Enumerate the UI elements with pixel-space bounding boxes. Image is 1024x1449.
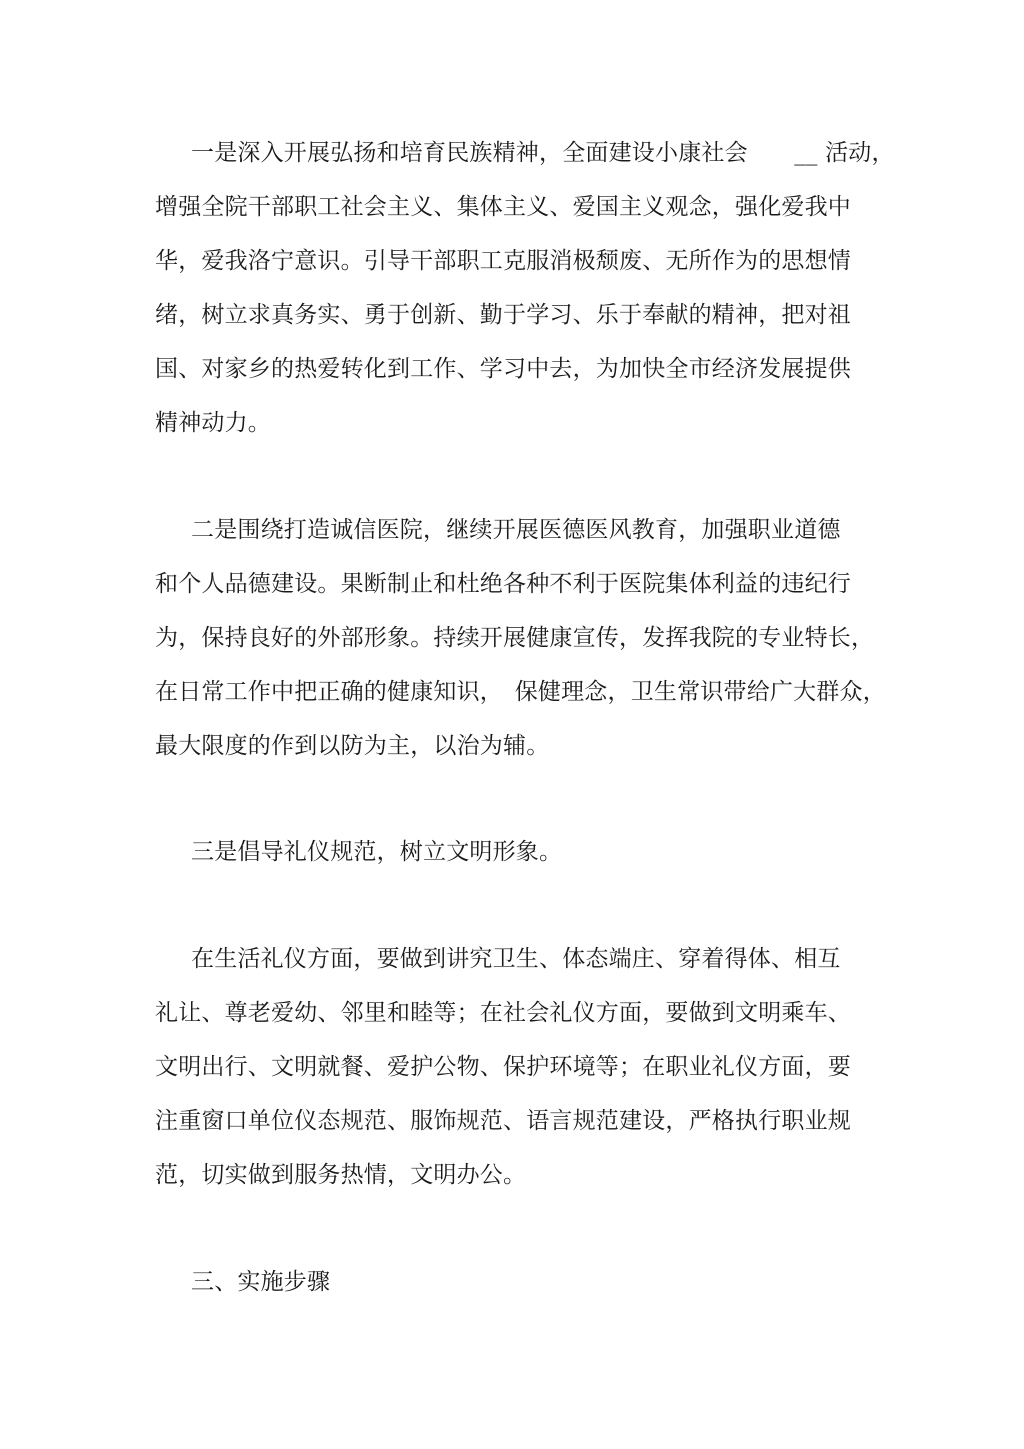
paragraph-line: 礼让、尊老爱幼、邻里和睦等；在社会礼仪方面，要做到文明乘车、 [155,1000,851,1026]
paragraph-line: 文明出行、文明就餐、爱护公物、保护环境等；在职业礼仪方面，要 [155,1054,851,1080]
paragraph-line: 精神动力。 [155,410,271,436]
paragraph-line: 范，切实做到服务热情，文明办公。 [155,1162,527,1188]
paragraph-line: 三是倡导礼仪规范，树立文明形象。 [191,839,563,865]
paragraph-line: 绪，树立求真务实、勇于创新、勤于学习、乐于奉献的精神，把对祖 [155,302,851,328]
paragraph-line: 华，爱我洛宁意识。引导干部职工克服消极颓废、无所作为的思想情 [155,248,851,274]
paragraph-line: 为，保持良好的外部形象。持续开展健康宣传，发挥我院的专业特长， [155,625,875,651]
paragraph-line: 注重窗口单位仪态规范、服饰规范、语言规范建设，严格执行职业规 [155,1108,851,1134]
paragraph-line: 二是围绕打造诚信医院，继续开展医德医风教育，加强职业道德 [191,517,841,543]
section-heading: 三、实施步骤 [191,1269,331,1295]
paragraph-line: 最大限度的作到以防为主，以治为辅。 [155,733,550,759]
paragraph-line: 增强全院干部职工社会主义、集体主义、爱国主义观念，强化爱我中 [155,194,851,220]
paragraph-line: 和个人品德建设。果断制止和杜绝各种不利于医院集体利益的违纪行 [155,571,851,597]
paragraph-line: 在日常工作中把正确的健康知识， 保健理念，卫生常识带给广大群众， [155,679,886,705]
paragraph-line: 一是深入开展弘扬和培育民族精神，全面建设小康社会 __ 活动， [191,140,895,166]
paragraph-line: 国、对家乡的热爱转化到工作、学习中去，为加快全市经济发展提供 [155,356,851,382]
paragraph-line: 在生活礼仪方面，要做到讲究卫生、体态端庄、穿着得体、相互 [191,946,841,972]
